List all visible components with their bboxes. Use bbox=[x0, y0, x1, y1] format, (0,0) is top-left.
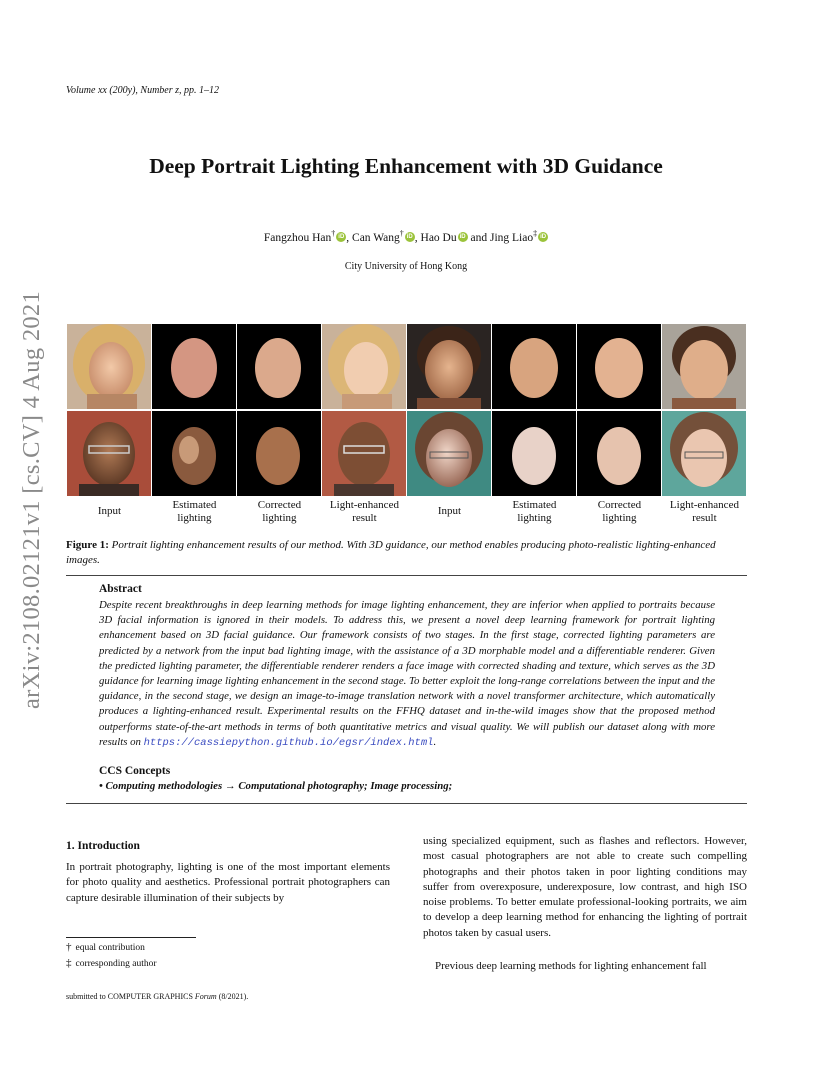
author-mark: ‡ bbox=[533, 229, 538, 238]
author-name: Fangzhou Han bbox=[263, 231, 332, 244]
photo-estimated-lighting bbox=[152, 411, 236, 496]
author-list bbox=[0, 229, 812, 244]
ccs-heading: CCS Concepts bbox=[99, 765, 171, 777]
photo-input bbox=[407, 324, 491, 409]
abstract-body bbox=[99, 598, 715, 751]
photo-light-enhanced-result bbox=[662, 324, 746, 409]
photo-estimated-lighting bbox=[492, 411, 576, 496]
photo-corrected-lighting bbox=[577, 324, 661, 409]
abstract-heading: Abstract bbox=[99, 583, 142, 595]
photo-corrected-lighting bbox=[237, 324, 321, 409]
footnote bbox=[66, 957, 157, 969]
author-name: , Can Wang bbox=[346, 231, 400, 244]
orcid-icon[interactable]: iD bbox=[540, 233, 547, 240]
intro-paragraph-next: Previous deep learning methods for lighting enhancement fall bbox=[435, 960, 707, 972]
figure-caption-text: Portrait lighting enhancement results of our method. With 3D guidance, our method enables producing photo-realistic lighting-enhanced images. bbox=[66, 539, 716, 566]
figure-image-grid bbox=[67, 324, 746, 496]
column-label: Estimated lighting bbox=[512, 498, 557, 524]
footer-journal: Forum bbox=[194, 992, 217, 1001]
section-heading: 1. Introduction bbox=[66, 840, 140, 852]
footnote-text: corresponding author bbox=[75, 959, 157, 969]
author-name: and Jing Liao bbox=[467, 231, 534, 244]
photo-input bbox=[67, 411, 151, 496]
footnote-divider bbox=[66, 937, 196, 938]
column-label: Input bbox=[97, 505, 122, 518]
photo-corrected-lighting bbox=[577, 411, 661, 496]
figure-caption-label: Figure 1: bbox=[66, 539, 109, 551]
author-mark: † bbox=[399, 229, 404, 238]
arxiv-stamp-text: arXiv:2108.02121v1 [cs.CV] 4 Aug 2021 bbox=[18, 290, 45, 710]
photo-light-enhanced-result bbox=[322, 411, 406, 496]
photo-light-enhanced-result bbox=[662, 411, 746, 496]
project-url-link[interactable]: https://cassiepython.github.io/egsr/index.html bbox=[143, 736, 434, 749]
column-label: Light-enhanced result bbox=[329, 498, 399, 524]
affiliation: City University of Hong Kong bbox=[344, 261, 468, 272]
figure-caption bbox=[66, 538, 748, 568]
column-label: Light-enhanced result bbox=[669, 498, 739, 524]
orcid-icon[interactable]: iD bbox=[406, 233, 413, 240]
photo-input bbox=[407, 411, 491, 496]
photo-corrected-lighting bbox=[237, 411, 321, 496]
figure-column-labels bbox=[67, 498, 746, 526]
author-name: , Hao Du bbox=[414, 231, 457, 244]
journal-header: Volume xx (200y), Number z, pp. 1–12 bbox=[66, 85, 220, 96]
divider bbox=[66, 575, 747, 576]
intro-paragraph-right: using specialized equipment, such as flashes and reflectors. However, most casual photographers are not able to create such compelling photographs and their photos taken in poor lighting conditions may suffer from overexposure, underexposure, low contrast, and high ISO noise problems. To better emulate professional-looking portraits, we aim to develop a deep learning method for enhancing the lighting of portrait photos taken by casual users. bbox=[423, 835, 747, 939]
footnote-text: equal contribution bbox=[75, 943, 145, 953]
figure-photos bbox=[67, 324, 746, 496]
abstract-text: Despite recent breakthroughs in deep learning methods for image lighting enhancement, they are inferior when applied to portraits because 3D facial information is ignored in their models. To address this, we present a novel deep learning framework for portrait lighting enhancement based on 3D facial guidance. Our framework consists of two stages. In the first stage, corrected lighting parameters are predicted by a network from the input bad lighting image, with the assistance of a 3D morphable model and a differentiable renderer. Given the predicted lighting parameter, the differentiable renderer renders a face image with corrected shading and texture, which serves as the 3D guidance for learning image lighting enhancement in the second stage. To better exploit the long-range correlations between the input and the guidance, in the second stage, we design an image-to-image translation network with a novel transformer architecture, which automatically produces a lighting-enhanced result. Experimental results on the FFHQ dataset and in-the-wild images show that the proposed method outperforms state-of-the-art methods in terms of both quantitative metrics and visual quality. We will publish our dataset along with more results on bbox=[99, 599, 715, 748]
photo-estimated-lighting bbox=[152, 324, 236, 409]
footnote-mark: ‡ bbox=[66, 957, 72, 969]
paper-title: Deep Portrait Lighting Enhancement with 3D Guidance bbox=[149, 154, 663, 178]
photo-input bbox=[67, 324, 151, 409]
footnote-mark: † bbox=[66, 941, 72, 953]
photo-estimated-lighting bbox=[492, 324, 576, 409]
footer-text: submitted to COMPUTER GRAPHICS bbox=[66, 992, 195, 1001]
column-label: Corrected lighting bbox=[597, 498, 642, 524]
ccs-concepts: • Computing methodologies → Computational photography; Image processing; bbox=[99, 780, 453, 792]
column-label: Input bbox=[437, 505, 462, 518]
arxiv-stamp bbox=[12, 290, 52, 710]
intro-paragraph-left: In portrait photography, lighting is one of the most important elements for photo quality and aesthetics. Professional portrait photographers can capture desirable illumination of their subjects by bbox=[66, 861, 390, 904]
divider bbox=[66, 803, 747, 804]
abstract-end: . bbox=[433, 735, 437, 748]
footer-date: (8/2021). bbox=[216, 992, 249, 1001]
author-mark: † bbox=[331, 229, 336, 238]
page-footer bbox=[66, 992, 248, 1001]
photo-light-enhanced-result bbox=[322, 324, 406, 409]
footnote bbox=[66, 941, 145, 953]
column-label: Estimated lighting bbox=[172, 498, 217, 524]
orcid-icon[interactable]: iD bbox=[459, 233, 466, 240]
orcid-icon[interactable]: iD bbox=[338, 233, 345, 240]
column-label: Corrected lighting bbox=[257, 498, 302, 524]
